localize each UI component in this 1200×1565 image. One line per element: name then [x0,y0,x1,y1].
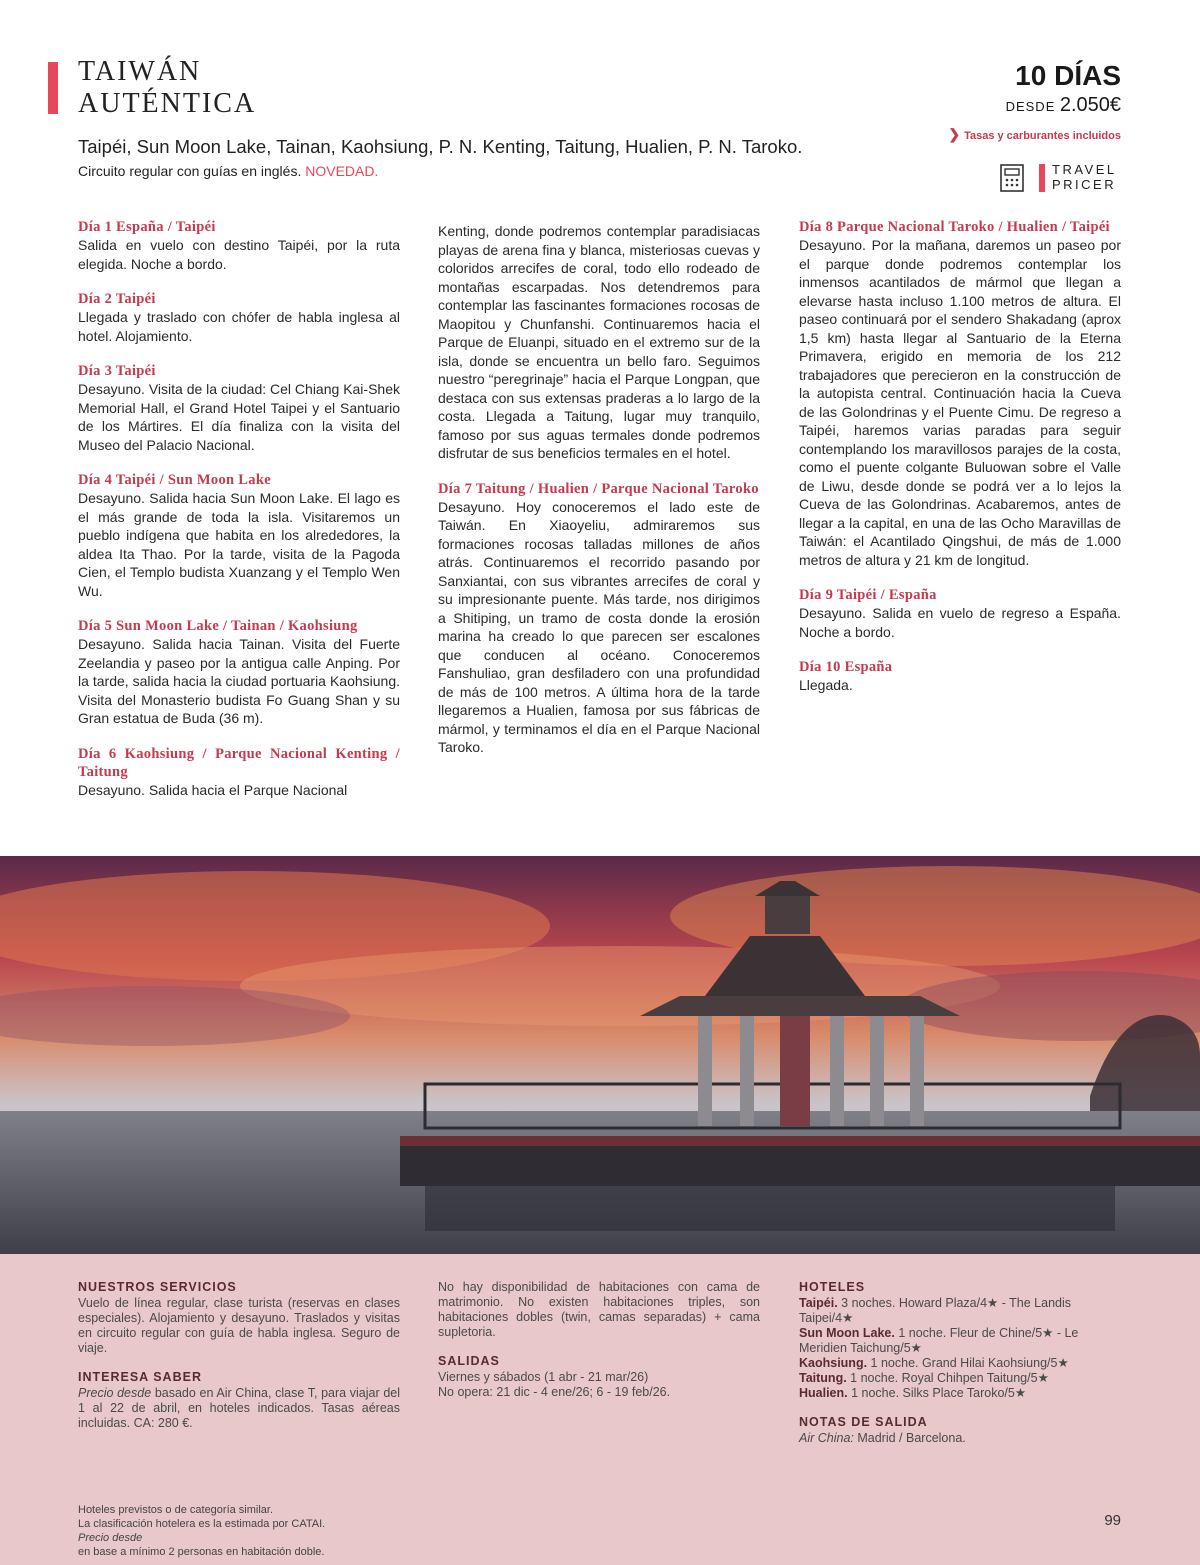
info-column-1 [78,1280,400,1445]
info-column-2 [438,1280,760,1414]
services-title: NUESTROS SERVICIOS [78,1280,237,1294]
title-accent-bar [48,62,58,114]
route: Taipéi, Sun Moon Lake, Tainan, Kaohsiung, P. N. Kenting, Taitung, Hualien, P. N. Taroko. [78,136,803,157]
page-title: TAIWÁN AUTÉNTICA [78,56,257,119]
itinerary-column-1 [78,218,400,816]
price: DESDE 2.050€ [1005,94,1121,116]
calculator-icon [1000,164,1024,192]
day-9: Día 9 Taipéi / España Desayuno. Salida en vuelo de regreso a España. Noche a bordo. [799,587,1121,640]
notes-title: NOTAS DE SALIDA [799,1415,928,1429]
day-5: Día 5 Sun Moon Lake / Tainan / Kaohsiung Desayuno. Salida hacia Tainan. Visita del Fuerte Zeelandia y paseo por la antigua calle Anping. Por la tarde, salida hacia la ciudad portuaria Kaohsiung. Visita del Monasterio budista Fo Guang Shan y su Gran estatua de Buda (36 m). [78,618,400,726]
travel-pricer-logo[interactable]: TRAVEL PRICER [1052,162,1117,192]
hotels-list [799,1296,1121,1401]
duration: 10 DÍAS [1015,60,1121,91]
page-number: 99 [1104,1512,1121,1529]
day-2: Día 2 Taipéi Llegada y traslado con chófer de habla inglesa al hotel. Alojamiento. [78,291,400,344]
day-10: Día 10 España Llegada. [799,659,893,693]
itinerary-column-3 [799,218,1121,712]
hotel-item: Hualien. 1 noche. Silks Place Taroko/5★ [799,1386,1027,1400]
hotel-item: Kaohsiung. 1 noche. Grand Hilai Kaohsiung/5★ [799,1356,1069,1370]
interest-title: INTERESA SABER [78,1370,202,1384]
rooms-text: No hay disponibilidad de habitaciones con cama de matrimonio. No existen habitaciones triples, son habitaciones dobles (twin, camas separadas) + cama supletoria. [438,1280,760,1339]
services-text: Vuelo de línea regular, clase turista (reservas en clases especiales). Alojamiento y desayuno. Traslados y visitas en circuito regular con guía de habla inglesa. Seguro de viaje. [78,1296,400,1355]
hotel-item: Sun Moon Lake. 1 noche. Fleur de Chine/5★ - Le Meridien Taichung/5★ [799,1326,1079,1355]
day-7: Día 7 Taitung / Hualien / Parque Nacional Taroko Desayuno. Hoy conoceremos el lado este de Taiwán. En Xiaoyeliu, admiraremos sus formaciones rocosas talladas millones de años atrás. Continuaremos el recorrido pasando por Sanxiantai, con sus vibrantes arrecifes de coral y su impresionante puente. Más tarde, nos dirigimos a Shitiping, un tramo de costa donde la erosión marina ha creado lo que parecen ser escalones que conducen al océano. Conoceremos Fanshuliao, gran desfiladero con una profundidad de más de 100 metros. A última hora de la tarde llegaremos a Hualien, famosa por sus fábricas de mármol, y terminamos el día en el Parque Nacional Taroko. [438,480,760,755]
itinerary-column-2 [438,222,760,774]
day-4: Día 4 Taipéi / Sun Moon Lake Desayuno. Salida hacia Sun Moon Lake. El lago es el más grande de toda la isla. Visitaremos un pueblo indígena que habita en los alrededores, la aldea Ita Thao. Por la tarde, visita de la Pagoda Cien, el Templo budista Xuanzang y el Templo Wen Wu. [78,472,400,599]
hotel-item: Taitung. 1 noche. Royal Chihpen Taitung/5★ [799,1371,1049,1385]
travel-pricer-bar [1039,164,1045,192]
footer-notes: Hoteles previstos o de categoría similar. La clasificación hotelera es la estimada por CATAI. Precio desde en base a mínimo 2 personas en habitación doble. [78,1504,326,1558]
novelty-tag: NOVEDAD. [305,163,379,179]
departures-title: SALIDAS [438,1354,500,1368]
departures-text: Viernes y sábados (1 abr - 21 mar/26) No opera: 21 dic - 4 ene/26; 6 - 19 feb/26. [438,1370,671,1399]
day-6: Día 6 Kaohsiung / Parque Nacional Kenting / Taitung Desayuno. Salida hacia el Parque Nacional [78,745,400,798]
day-8: Día 8 Parque Nacional Taroko / Hualien / Taipéi Desayuno. Por la mañana, daremos un paseo por el parque donde podremos contemplar los inmensos acantilados de mármol que llegan a elevarse hasta incluso 1.100 metros de altura. El paseo continuará por el sendero Shakadang (aprox 1,5 km) hasta llegar al Santuario de la Eterna Primavera, erigido en memoria de los 212 trabajadores que perecieron en la construcción de la autopista central. Continuación hacia la Cueva de las Golondrinas y el Puente Cimu. De regreso a Taipéi, haremos varias paradas para seguir contemplando los maravillosos parajes de la costa, como el puente colgante Buluowan sobre el Valle de Liwu, desde donde se podrá ver a lo lejos la Cueva de las Golondrinas. Acabaremos, antes de llegar a la capital, en una de las Ocho Maravillas de Taiwán: el Acantilado Qingshui, de más de 1.000 metros de altura y 21 km de longitud. [799,219,1121,568]
interest-text: Precio desde basado en Air China, clase T, para viajar del 1 al 22 de abril, en hoteles indicados. Tasas aéreas incluidas. CA: 280 €. [78,1386,400,1430]
tour-note: Circuito regular con guías en inglés. NOVEDAD. [78,163,379,179]
day-3: Día 3 Taipéi Desayuno. Visita de la ciudad: Cel Chiang Kai-Shek Memorial Hall, el Grand Hotel Taipei y el Santuario de los Mártires. El día finaliza con la visita del Museo del Palacio Nacional. [78,363,400,453]
info-column-3 [799,1280,1121,1460]
day-6-continued: Kenting, donde podremos contemplar paradisiacas playas de arena fina y blanca, misteriosas cuevas y coloridos arrecifes de coral, todo ello rodeado de montañas escarpadas. Nos detendremos para contemplar las fascinantes formaciones rocosas de Maopitou y Chunfanshi. Continuaremos hacia el Parque de Eluanpi, situado en el extremo sur de la isla, donde se encuentra un bello faro. Seguimos nuestro “peregrinaje” hacia el Parque Longpan, que destaca con sus extensas praderas a lo largo de la costa. Llegada a Taitung, lugar muy tranquilo, famoso por sus aguas termales donde podremos disfrutar de sus beneficios termales en el hotel. [438,223,760,461]
day-1: Día 1 España / Taipéi Salida en vuelo con destino Taipéi, por la ruta elegida. Noche a bordo. [78,219,400,272]
hotels-title: HOTELES [799,1280,866,1294]
notes-text: Air China: Madrid / Barcelona. [799,1431,966,1445]
pavilion-sunset-photo [0,856,1200,1254]
hotel-item: Taipéi. 3 noches. Howard Plaza/4★ - The Landis Taipei/4★ [799,1296,1071,1325]
chevron-right-icon: ❯ [948,126,961,142]
taxes-note: ❯ Tasas y carburantes incluidos [948,126,1121,142]
